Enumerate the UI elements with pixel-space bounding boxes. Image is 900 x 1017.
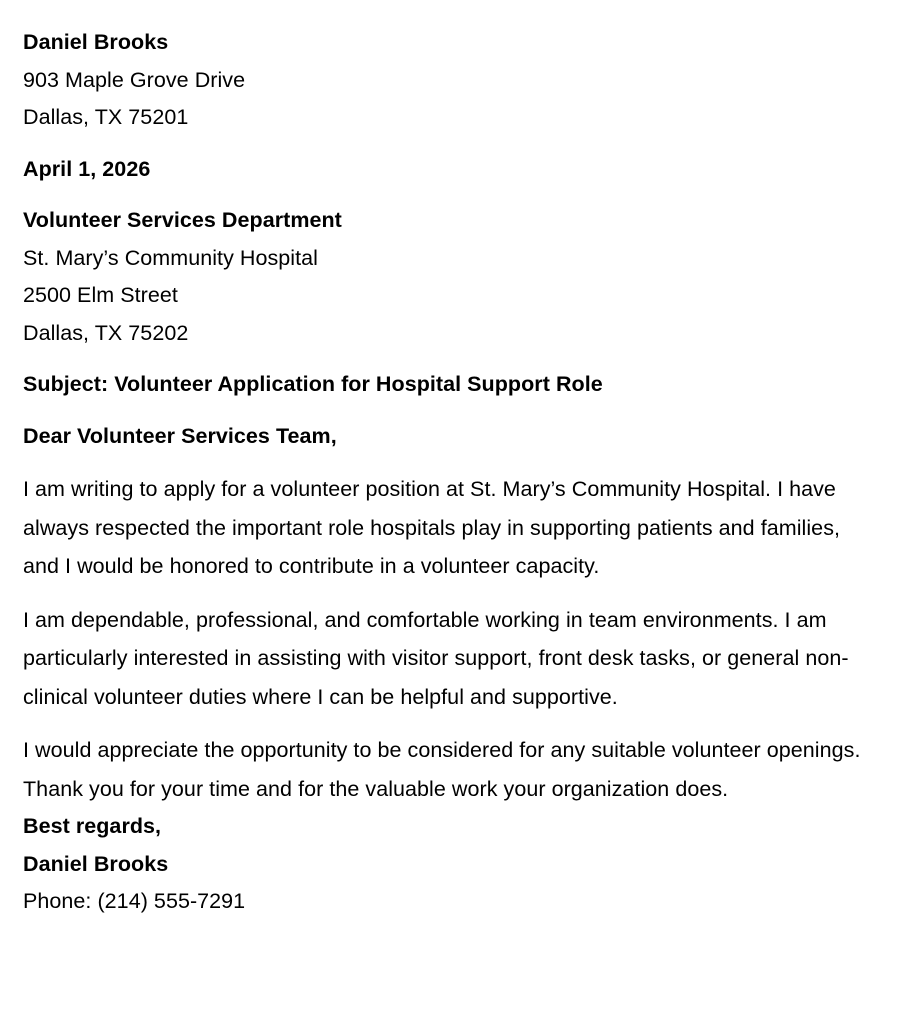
sender-name: Daniel Brooks	[23, 30, 169, 54]
sender-city-state-zip: Dallas, TX 75201	[23, 105, 189, 129]
body-paragraph-2: I am dependable, professional, and comfortable working in team environments. I am particularly interested in assisting with visitor support, front desk tasks, or general non-clinical volunteer duties where I can be helpful and supportive.	[23, 607, 849, 709]
recipient-organization: St. Mary’s Community Hospital	[23, 245, 318, 270]
body-paragraph-1: I am writing to apply for a volunteer position at St. Mary’s Community Hospital. I have always respected the important role hospitals play in supporting patients and families, and I would be honored to contribute in a volunteer capacity.	[23, 477, 847, 578]
recipient-department: Volunteer Services Department	[23, 208, 342, 232]
closing-block	[23, 808, 878, 921]
subject-line: Subject: Volunteer Application for Hospital Support Role	[23, 372, 603, 396]
letter-date-block	[23, 151, 878, 189]
recipient-street: 2500 Elm Street	[23, 283, 178, 307]
recipient-city-state-zip: Dallas, TX 75202	[23, 320, 189, 345]
recipient-address-block	[23, 202, 878, 352]
letter-body	[23, 470, 878, 808]
body-paragraph-3: I would appreciate the opportunity to be considered for any suitable volunteer openings. Thank you for your time and for the valuable work your organization does.	[23, 738, 867, 801]
sender-street: 903 Maple Grove Drive	[23, 67, 246, 92]
closing-sign-off: Best regards,	[23, 814, 162, 838]
closing-signature-name: Daniel Brooks	[23, 851, 169, 876]
subject-line-block	[23, 366, 878, 404]
sender-address-block	[23, 24, 878, 137]
closing-phone: Phone: (214) 555-7291	[23, 889, 246, 913]
salutation-block	[23, 418, 878, 456]
letter-date: April 1, 2026	[23, 156, 151, 181]
salutation: Dear Volunteer Services Team,	[23, 423, 337, 448]
